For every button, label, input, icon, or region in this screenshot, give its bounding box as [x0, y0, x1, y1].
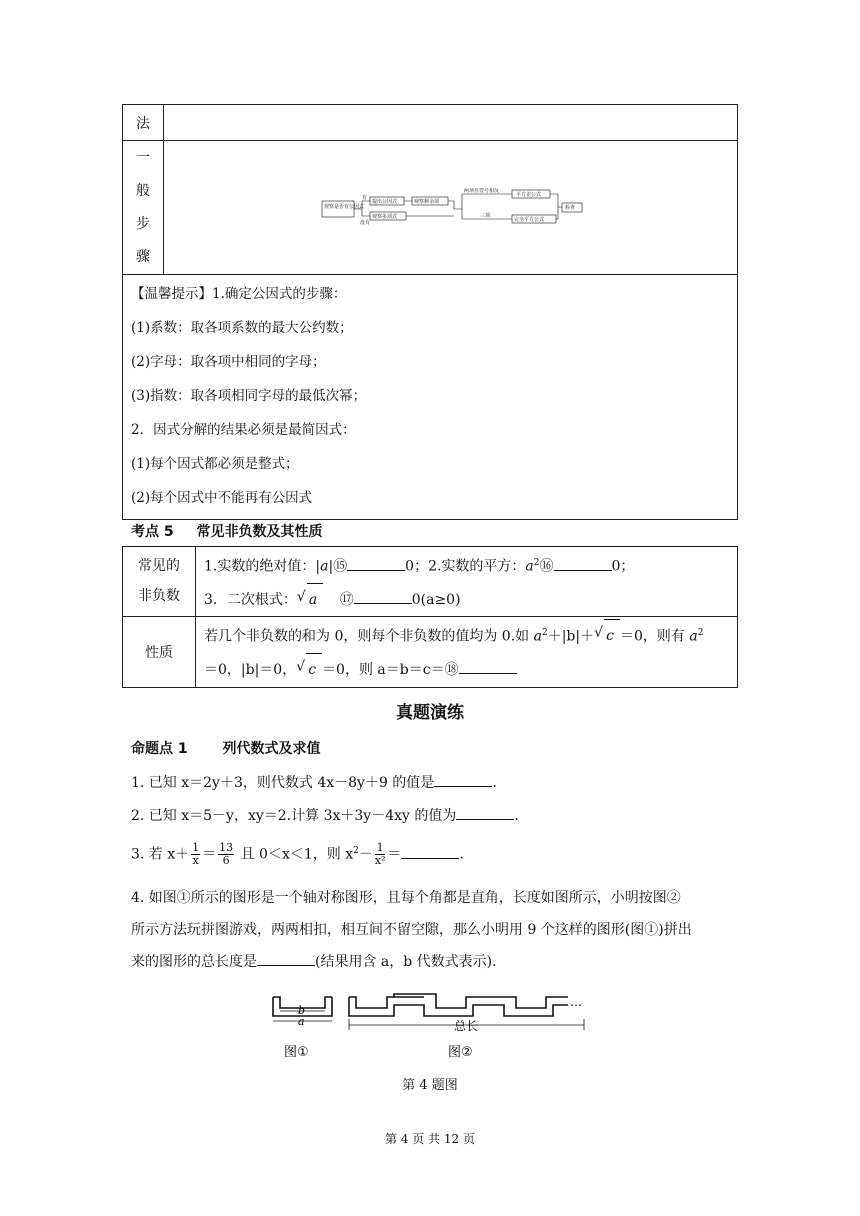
question-2 [131, 805, 519, 826]
fraction [218, 842, 234, 867]
var: a [525, 558, 534, 575]
label-b: b [298, 1004, 306, 1017]
answer-blank[interactable] [257, 951, 315, 966]
text: (结果用含 a，b 代数式表示). [315, 954, 497, 970]
practice-title: 真题演练 [396, 703, 464, 723]
text: 0(a≥0) [411, 591, 461, 608]
blank-15[interactable] [347, 556, 405, 571]
text: |⑮ [328, 558, 348, 575]
nonnegative-table [122, 546, 738, 688]
text: 1. 已知 x＝2y＋3，则代数式 4x－8y＋9 的值是 [131, 775, 435, 791]
text: ＝0，则 [322, 662, 378, 679]
var: a [320, 558, 329, 575]
step-char: 一 [136, 149, 150, 166]
line-radical [204, 583, 737, 616]
flow-perfect-square: 完全平方公式 [514, 216, 545, 223]
proposition-heading [131, 738, 321, 758]
text: － [358, 846, 373, 863]
row-header-common [123, 547, 196, 617]
flow-yes: 有 [362, 194, 368, 201]
text: . [459, 846, 464, 863]
tip-line: (1)每个因式都必须是整式； [131, 456, 299, 472]
fraction [375, 842, 386, 867]
fraction [191, 842, 200, 867]
figure-2-label: 图② [448, 1045, 473, 1060]
tip-line: (3)指数：取各项相同字母的最低次幂； [131, 388, 367, 404]
answer-blank[interactable] [434, 772, 492, 787]
text: ⑯ [539, 558, 554, 575]
answer-blank[interactable] [456, 805, 514, 820]
header-line: 常见的 [138, 558, 180, 575]
figure-1-label: 图① [284, 1045, 309, 1060]
flow-observe-polynomial: 观察多项式 [372, 213, 398, 220]
text: . [514, 808, 519, 824]
blank-17[interactable] [354, 589, 412, 604]
sqrt-symbol [306, 653, 322, 687]
text: 3．二次根式： [204, 591, 297, 608]
exp: 2 [353, 846, 359, 856]
factorization-flowchart [320, 188, 590, 228]
var: a [308, 591, 318, 608]
blank-18[interactable] [459, 659, 517, 674]
exp: 2 [533, 558, 540, 568]
num: 13 [219, 841, 234, 855]
sqrt-symbol [604, 619, 620, 653]
text: 3. 若 x＋ [131, 846, 190, 863]
nonnegative-list [196, 547, 738, 617]
var: c [308, 662, 317, 679]
answer-blank[interactable] [401, 844, 459, 859]
text: 来的图形的总长度是 [131, 954, 257, 970]
text: 若几个非负数的和为 0，则每个非负数的值均为 0.如 [204, 628, 534, 645]
label-a: a [298, 1015, 305, 1028]
sqrt-symbol [307, 583, 323, 616]
flow-diff-squares: 平方差公式 [516, 191, 542, 198]
step-char: 骤 [136, 248, 150, 265]
num: 1 [192, 841, 200, 855]
var: a [689, 628, 698, 645]
tip-line: 【温馨提示】1.确定公因式的步骤： [131, 286, 347, 302]
text: 且 0＜x＜1，则 x [240, 846, 354, 863]
text: ＝ [202, 846, 217, 863]
flow-start: 观察是否有公因式 [324, 203, 365, 210]
text: 所示方法玩拼图游戏，两两相扣，相互间不留空隙，那么小明用 9 个这样的图形(图①)拼出 [131, 922, 692, 938]
exp: 2 [697, 627, 704, 638]
text: 4. 如图①所示的图形是一个轴对称图形，且每个角都是直角，长度如图所示，小明按图② [131, 890, 681, 906]
figure-caption: 第 4 题图 [402, 1078, 458, 1093]
flow-three-terms: 三项 [480, 212, 491, 219]
flow-extract: 提出公因式 [372, 198, 398, 205]
text: ＝0，|b|＝0， [204, 662, 297, 679]
row-header-property: 性质 [123, 616, 196, 688]
section-title: 常见非负数及其性质 [196, 524, 323, 540]
puzzle-figure [268, 992, 598, 1062]
flow-no: 没有 [360, 219, 371, 226]
den: x² [374, 854, 386, 868]
factorization-table [122, 104, 738, 520]
flow-two-terms: 两项且符号相反 [464, 187, 500, 194]
den: x [192, 854, 199, 868]
tips-cell [123, 275, 738, 520]
question-4 [131, 882, 741, 978]
text: 0； [611, 558, 635, 575]
var: a [533, 628, 542, 645]
text: ＝ [387, 846, 402, 863]
text: ⑰ [339, 591, 354, 608]
flow-check: 检查 [565, 204, 576, 211]
exp: 2 [541, 627, 548, 638]
tip-line: 2．因式分解的结果必须是最简因式： [131, 422, 356, 438]
row-header-fa: 法 [123, 105, 164, 141]
section-heading [131, 521, 323, 541]
text: ＝0，则有 [619, 628, 690, 645]
var: c [606, 628, 614, 645]
property-text [196, 616, 738, 688]
text: 1.实数的绝对值：| [204, 558, 321, 575]
question-3 [131, 836, 464, 870]
prop-line-2 [204, 653, 737, 687]
header-line: 非负数 [138, 588, 180, 605]
row-header-steps [123, 141, 164, 275]
section-label: 考点 5 [131, 524, 174, 540]
line-abs-square [204, 547, 737, 583]
flow-observe-remaining: 观察剩余项 [414, 198, 440, 205]
label-total-length: 总长 [454, 1019, 479, 1033]
blank-16[interactable] [554, 556, 612, 571]
proposition-label: 命题点 1 [131, 741, 188, 757]
tip-line: (2)字母：取各项中相同的字母； [131, 354, 326, 370]
text: a＝b＝c＝⑱ [377, 662, 459, 679]
num: 1 [376, 841, 384, 855]
tip-line: (1)系数：取各项系数的最大公约数； [131, 320, 353, 336]
text: . [492, 775, 497, 791]
prop-line-1 [204, 617, 737, 654]
page-footer: 第 4 页 共 12 页 [385, 1132, 475, 1146]
flowchart-cell [164, 141, 738, 275]
text: 0；2.实数的平方： [405, 558, 526, 575]
proposition-title: 列代数式及求值 [222, 741, 321, 757]
empty-cell [164, 105, 738, 141]
label-ellipsis: … [570, 995, 582, 1009]
text: ＋|b|＋ [547, 628, 595, 645]
tip-line: (2)每个因式中不能再有公因式 [131, 490, 313, 506]
question-1 [131, 772, 497, 793]
den: 6 [222, 854, 230, 868]
step-char: 般 [136, 182, 150, 199]
text: 2. 已知 x＝5－y，xy＝2.计算 3x＋3y－4xy 的值为 [131, 808, 457, 824]
step-char: 步 [136, 215, 150, 232]
